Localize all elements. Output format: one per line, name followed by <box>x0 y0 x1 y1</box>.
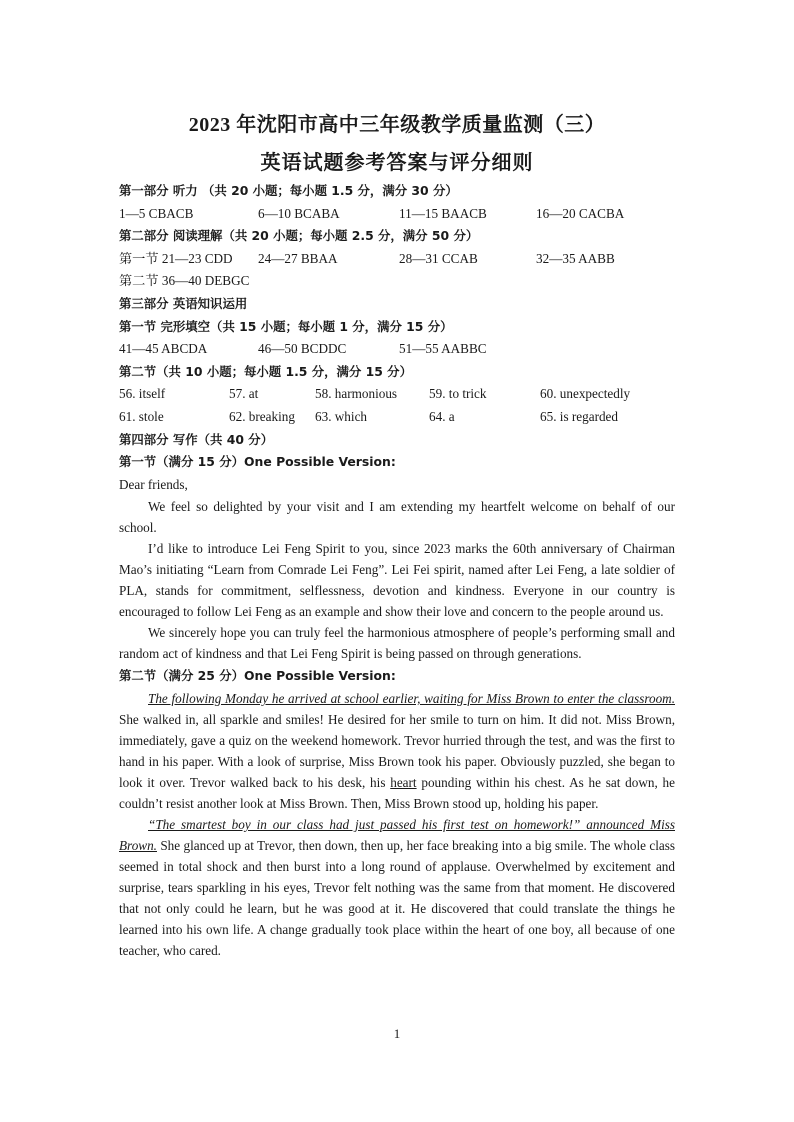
document-subtitle: 英语试题参考答案与评分细则 <box>260 152 534 174</box>
part1-heading: 第一部分 听力 （共 20 小题；每小题 1.5 分，满分 30 分） <box>119 183 458 198</box>
story-p1-heart-word: heart <box>390 774 417 790</box>
answer-group: 41—45 ABCDA <box>119 341 208 357</box>
answer-item: 58. harmonious <box>315 386 398 402</box>
answer-group: 16—20 CACBA <box>536 205 625 221</box>
part2-sec2-answer: 第二节 36—40 DEBGC <box>119 273 250 289</box>
answer-group: 46—50 BCDDC <box>258 341 347 357</box>
part1-answers <box>119 203 675 226</box>
answer-item: 60. unexpectedly <box>540 386 631 402</box>
part3-sec2-row1 <box>119 383 675 406</box>
answer-group: 28—31 CCAB <box>399 250 478 266</box>
part2-heading: 第二部分 阅读理解（共 20 小题；每小题 2.5 分，满分 50 分） <box>119 228 479 244</box>
answer-item: 63. which <box>315 408 368 424</box>
answer-item: 62. breaking <box>229 408 295 424</box>
answer-item: 65. is regarded <box>540 408 618 424</box>
answer-group: 1—5 CBACB <box>119 205 194 221</box>
document-title: 2023 年沈阳市高中三年级教学质量监测（三） <box>188 114 606 136</box>
answer-item: 61. stole <box>119 408 164 424</box>
story-paragraph-1 <box>119 688 675 814</box>
part3-heading: 第三部分 英语知识运用 <box>119 295 248 311</box>
part3-sec2-heading: 第二节（共 10 小题；每小题 1.5 分，满分 15 分） <box>119 363 412 379</box>
page-number: 1 <box>393 1026 401 1041</box>
answer-content <box>119 180 675 961</box>
answer-item: 59. to trick <box>429 386 487 402</box>
part3-sec1-answers <box>119 338 675 361</box>
story-p1-text-a: She walked in, all sparkle and smiles! He desired for her smile to turn on him. It did not. Miss Brown, immediately, gave a quiz on the weekend homework. Trevor hurried through the test, and was the first to hand in his paper. With a look of surprise, Miss Brown took his paper. Obviously puzzled, she began to look it over. Trevor walked back to his desk, his <box>119 711 675 790</box>
answer-group: 第一节 21—23 CDD <box>119 250 233 266</box>
story-p1-lead-sentence: The following Monday he arrived at school earlier, waiting for Miss Brown to enter the classroom. <box>148 690 675 706</box>
letter-greeting: Dear friends, <box>119 476 188 492</box>
part4-sec1-heading: 第一节（满分 15 分）One Possible Version: <box>119 454 396 470</box>
story-p1-text-b: pounding within his chest. As he sat down, he couldn’t resist another look at Miss Brown. Then, Miss Brown stood up, holding his paper. <box>119 774 675 811</box>
letter-paragraph-3: We sincerely hope you can truly feel the harmonious atmosphere of people’s performing small and random act of kindness and that Lei Feng Spirit is being passed on through generations. <box>119 625 675 662</box>
story-p2-text: She glanced up at Trevor, then down, then up, her face breaking into a big smile. The whole class seemed in total shock and then burst into a long round of applause. Overwhelmed by excitement and surprise, tears sparkling in his eyes, Trevor felt nothing was the same from that moment. He discovered that not only could he learn, but he was good at it. He discovered that could translate the things he learned into his own life. A change gradually took place within the heart of one boy, all because of one teacher, who cared. <box>119 837 675 958</box>
part3-sec1-heading: 第一节 完形填空（共 15 小题；每小题 1 分，满分 15 分） <box>119 318 453 334</box>
answer-group: 32—35 AABB <box>536 250 615 266</box>
answer-item: 56. itself <box>119 386 166 402</box>
answer-group: 11—15 BAACB <box>399 205 487 221</box>
part4-sec2-heading: 第二节（满分 25 分）One Possible Version: <box>119 668 396 684</box>
part4-heading: 第四部分 写作（共 40 分） <box>119 431 274 447</box>
part2-sec1-answers <box>119 248 675 271</box>
letter-paragraph-2: I’d like to introduce Lei Feng Spirit to you, since 2023 marks the 60th anniversary of Chairman Mao’s initiating “Learn from Comrade Lei Feng”. Lei Fei spirit, named after Lei Feng, a late soldier of PLA, stands for commitment, selflessness, devotion and kindness. Everyone in our country is encouraged to follow Lei Feng as an example and show their love and concern to the people around us. <box>119 541 675 620</box>
story-paragraph-2 <box>119 814 675 961</box>
answer-group: 51—55 AABBC <box>399 341 487 357</box>
answer-group: 6—10 BCABA <box>258 205 340 221</box>
letter-paragraph-1: We feel so delighted by your visit and I am extending my heartfelt welcome on behalf of our school. <box>119 499 675 536</box>
answer-group: 24—27 BBAA <box>258 250 338 266</box>
part3-sec2-row2 <box>119 406 675 429</box>
answer-item: 57. at <box>229 386 259 402</box>
answer-item: 64. a <box>429 408 455 424</box>
story-p2-lead-sentence: “The smartest boy in our class had just passed his first test on homework!” announced Miss Brown. <box>119 816 675 853</box>
